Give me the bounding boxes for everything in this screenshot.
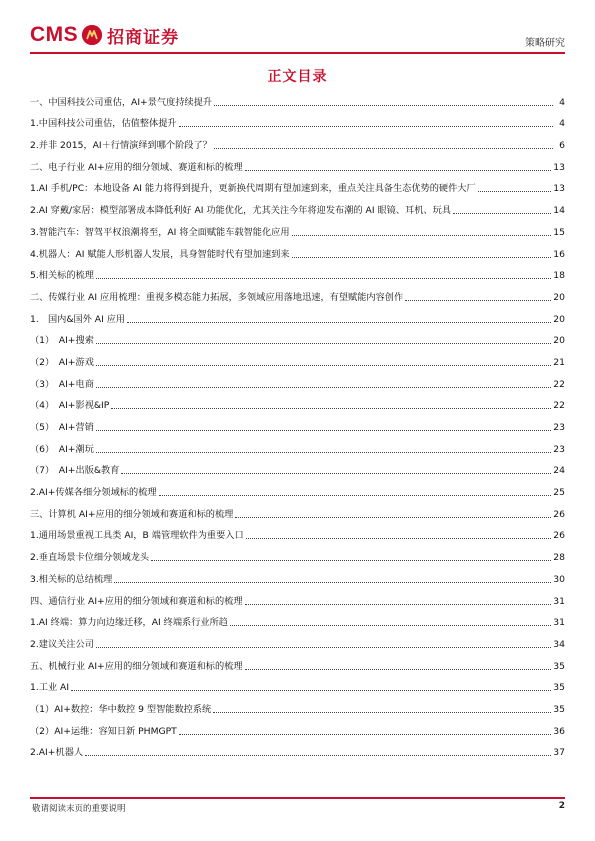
toc-entry-page[interactable]: 30: [553, 573, 565, 585]
toc-entry-page[interactable]: 20: [553, 313, 565, 325]
toc-dot-leader: [71, 690, 551, 691]
toc-entry-page[interactable]: 16: [553, 248, 565, 260]
toc-dot-leader: [114, 582, 551, 583]
toc-entry[interactable]: [30, 303, 565, 325]
toc-dot-leader: [214, 105, 553, 106]
toc-entry-title[interactable]: 1.中国科技公司重估，估值整体提升: [30, 118, 177, 130]
toc-entry[interactable]: [30, 672, 565, 694]
toc-entry[interactable]: [30, 455, 565, 477]
toc-entry[interactable]: [30, 238, 565, 260]
toc-dot-leader: [96, 278, 551, 279]
page-header: [30, 22, 565, 52]
toc-entry[interactable]: [30, 520, 565, 542]
toc-entry-title[interactable]: 二、传媒行业 AI 应用梳理：重视多模态能力拓展，多领域应用落地迅速，有望赋能内容创作: [30, 291, 404, 303]
toc-entry-page[interactable]: 35: [553, 703, 565, 715]
toc-entry[interactable]: [30, 650, 565, 672]
toc-entry-page[interactable]: 35: [553, 682, 565, 694]
toc-dot-leader: [292, 257, 552, 258]
toc-entry-page[interactable]: 34: [553, 638, 565, 650]
toc-entry-page[interactable]: 23: [553, 443, 565, 455]
toc-entry-page[interactable]: 20: [553, 291, 565, 303]
toc-dot-leader: [213, 712, 551, 713]
toc-entry-title[interactable]: 三、计算机 AI+应用的细分领域和赛道和标的梳理: [30, 508, 234, 520]
toc-entry-title[interactable]: （2） AI+游戏: [30, 356, 94, 368]
toc-dot-leader: [159, 495, 552, 496]
toc-dot-leader: [85, 755, 551, 756]
toc-entry-title[interactable]: 一、中国科技公司重估，AI+景气度持续提升: [30, 96, 213, 108]
toc-entry-page[interactable]: 36: [553, 725, 565, 737]
toc-entry-page[interactable]: 26: [553, 508, 565, 520]
toc-entry-page[interactable]: 37: [553, 747, 565, 759]
toc-entry-page[interactable]: 23: [553, 422, 565, 433]
toc-entry-page[interactable]: 18: [553, 270, 565, 282]
logo-chinese-text: 招商证券: [107, 27, 180, 48]
toc-entry-page[interactable]: 26: [553, 530, 565, 542]
toc-entry-title[interactable]: 3.相关标的总结梳理: [30, 573, 113, 585]
toc-entry-title[interactable]: 2.AI+传媒各细分领域标的梳理: [30, 487, 157, 499]
toc-dot-leader: [96, 343, 551, 344]
toc-entry-title[interactable]: 2.垂直场景卡位细分领域龙头: [30, 552, 150, 564]
logo-emblem-icon: [82, 25, 102, 45]
toc-entry[interactable]: [30, 151, 565, 173]
toc-entry[interactable]: [30, 498, 565, 520]
toc-dot-leader: [96, 430, 551, 431]
toc-entry-title[interactable]: （6） AI+潮玩: [30, 443, 94, 455]
toc-entry-title[interactable]: （1）AI+数控：华中数控 9 型智能数控系统: [30, 703, 212, 715]
toc-entry[interactable]: [30, 585, 565, 607]
toc-entry-page[interactable]: 14: [553, 205, 565, 217]
toc-entry[interactable]: [30, 390, 565, 412]
toc-entry[interactable]: [30, 693, 565, 715]
toc-entry-title[interactable]: 3.智能汽车：智驾平权浪潮将至，AI 将全面赋能车载智能化应用: [30, 226, 290, 238]
toc-dot-leader: [405, 300, 551, 301]
toc-entry[interactable]: [30, 411, 565, 433]
toc-entry[interactable]: [30, 607, 565, 629]
toc-dot-leader: [96, 365, 551, 366]
toc-entry-title[interactable]: 4.机器人：AI 赋能人形机器人发展，具身智能时代有望加速到来: [30, 248, 290, 260]
toc-entry-title[interactable]: 2.并非 2015，AI＋行情演绎到哪个阶段了？: [30, 140, 212, 152]
toc-entry[interactable]: [30, 433, 565, 455]
toc-entry-page[interactable]: 24: [553, 465, 565, 477]
toc-dot-leader: [127, 322, 551, 323]
toc-entry-title[interactable]: （2）AI+运维：容知日新 PHMGPT: [30, 725, 177, 737]
toc-entry[interactable]: [30, 368, 565, 390]
toc-dot-leader: [453, 213, 551, 214]
toc-entry-title[interactable]: （3） AI+电商: [30, 378, 94, 390]
toc-entry-title[interactable]: 五、机械行业 AI+应用的细分领域和赛道和标的梳理: [30, 660, 243, 672]
toc-dot-leader: [179, 734, 552, 735]
toc-dot-leader: [214, 148, 553, 149]
toc-entry-page[interactable]: 21: [553, 356, 565, 368]
toc-entry-title[interactable]: 2.建议关注公司: [30, 638, 94, 650]
page-title: 正文目录: [267, 69, 328, 85]
toc-entry-title[interactable]: 1. 国内&国外 AI 应用: [30, 313, 126, 325]
toc-dot-leader: [230, 625, 551, 626]
toc-entry[interactable]: [30, 281, 565, 303]
toc-dot-leader: [96, 452, 551, 453]
toc-entry-title[interactable]: 2.AI 穿戴/家居：模型部署成本降低利好 AI 功能优化，尤其关注今年将迎发布潮的 AI 眼镜、耳机、玩具: [30, 205, 451, 217]
toc-entry-page[interactable]: 6: [559, 140, 565, 152]
toc-dot-leader: [246, 538, 552, 539]
toc-entry-title[interactable]: 5.相关标的梳理: [30, 270, 94, 282]
toc-entry[interactable]: [30, 86, 565, 108]
toc-dot-leader: [245, 170, 552, 171]
toc-entry-title[interactable]: 1.工业 AI: [30, 682, 70, 694]
toc-entry-page[interactable]: 22: [553, 400, 565, 412]
toc-entry-title[interactable]: （4） AI+影视&IP: [30, 400, 110, 412]
toc-entry-title[interactable]: 1.AI 终端：算力向边缘迁移，AI 终端系行业所趋: [30, 617, 228, 629]
table-of-contents: [30, 86, 565, 758]
toc-entry[interactable]: [30, 346, 565, 368]
toc-entry-page[interactable]: 25: [553, 487, 565, 499]
toc-entry-title[interactable]: 二、电子行业 AI+应用的细分领域、赛道和标的梳理: [30, 161, 243, 173]
toc-entry-title[interactable]: （7） AI+出版&教育: [30, 465, 120, 477]
toc-dot-leader: [478, 191, 552, 192]
toc-dot-leader: [235, 517, 551, 518]
toc-entry-title[interactable]: 四、通信行业 AI+应用的细分领域和赛道和标的梳理: [30, 595, 243, 607]
toc-entry[interactable]: [30, 260, 565, 282]
toc-dot-leader: [179, 126, 553, 127]
toc-entry-page[interactable]: 15: [553, 226, 565, 238]
toc-entry[interactable]: [30, 325, 565, 347]
toc-dot-leader: [245, 604, 552, 605]
footer-disclaimer: 敬请阅读末页的重要说明: [32, 804, 126, 814]
toc-entry-page[interactable]: 31: [553, 595, 565, 607]
toc-entry[interactable]: [30, 715, 565, 737]
toc-entry[interactable]: [30, 129, 565, 151]
toc-dot-leader: [121, 473, 551, 474]
toc-entry-title[interactable]: （5） AI+营销: [30, 422, 94, 433]
toc-entry[interactable]: [30, 173, 565, 195]
toc-entry-page[interactable]: 31: [553, 617, 565, 629]
toc-entry-page[interactable]: 13: [553, 183, 565, 195]
toc-entry-title[interactable]: （1） AI+搜索: [30, 335, 94, 347]
toc-entry-page[interactable]: 22: [553, 378, 565, 390]
toc-dot-leader: [292, 235, 552, 236]
toc-entry[interactable]: [30, 476, 565, 498]
toc-entry-title[interactable]: 1.通用场景重视工具类 AI，B 端管理软件为重要入口: [30, 530, 244, 542]
toc-dot-leader: [151, 560, 551, 561]
toc-entry[interactable]: [30, 737, 565, 759]
logo-latin-text: CMS: [30, 23, 79, 46]
toc-entry-title[interactable]: 1.AI 手机/PC：本地设备 AI 能力将得到提升，更新换代周期有望加速到来，重点关注具备生态优势的硬件大厂: [30, 183, 476, 195]
toc-entry[interactable]: [30, 541, 565, 563]
toc-entry[interactable]: [30, 628, 565, 650]
toc-entry[interactable]: [30, 108, 565, 130]
toc-dot-leader: [96, 647, 551, 648]
toc-entry[interactable]: [30, 216, 565, 238]
toc-entry-page[interactable]: 4: [559, 118, 565, 130]
toc-dot-leader: [111, 408, 551, 409]
toc-dot-leader: [96, 387, 551, 388]
footer-divider: [30, 797, 565, 799]
toc-entry-page[interactable]: 13: [553, 161, 565, 173]
toc-entry[interactable]: [30, 194, 565, 216]
toc-entry-title[interactable]: 2.AI+机器人: [30, 747, 84, 759]
toc-entry-page[interactable]: 28: [553, 552, 565, 564]
toc-entry[interactable]: [30, 563, 565, 585]
header-divider: [30, 52, 565, 54]
section-label: 策略研究: [525, 38, 565, 49]
toc-dot-leader: [245, 669, 552, 670]
company-logo: [30, 22, 179, 48]
toc-entry-page[interactable]: 20: [553, 335, 565, 347]
toc-entry-page[interactable]: 35: [553, 660, 565, 672]
page-number: 2: [558, 801, 565, 811]
toc-entry-page[interactable]: 4: [559, 96, 565, 108]
